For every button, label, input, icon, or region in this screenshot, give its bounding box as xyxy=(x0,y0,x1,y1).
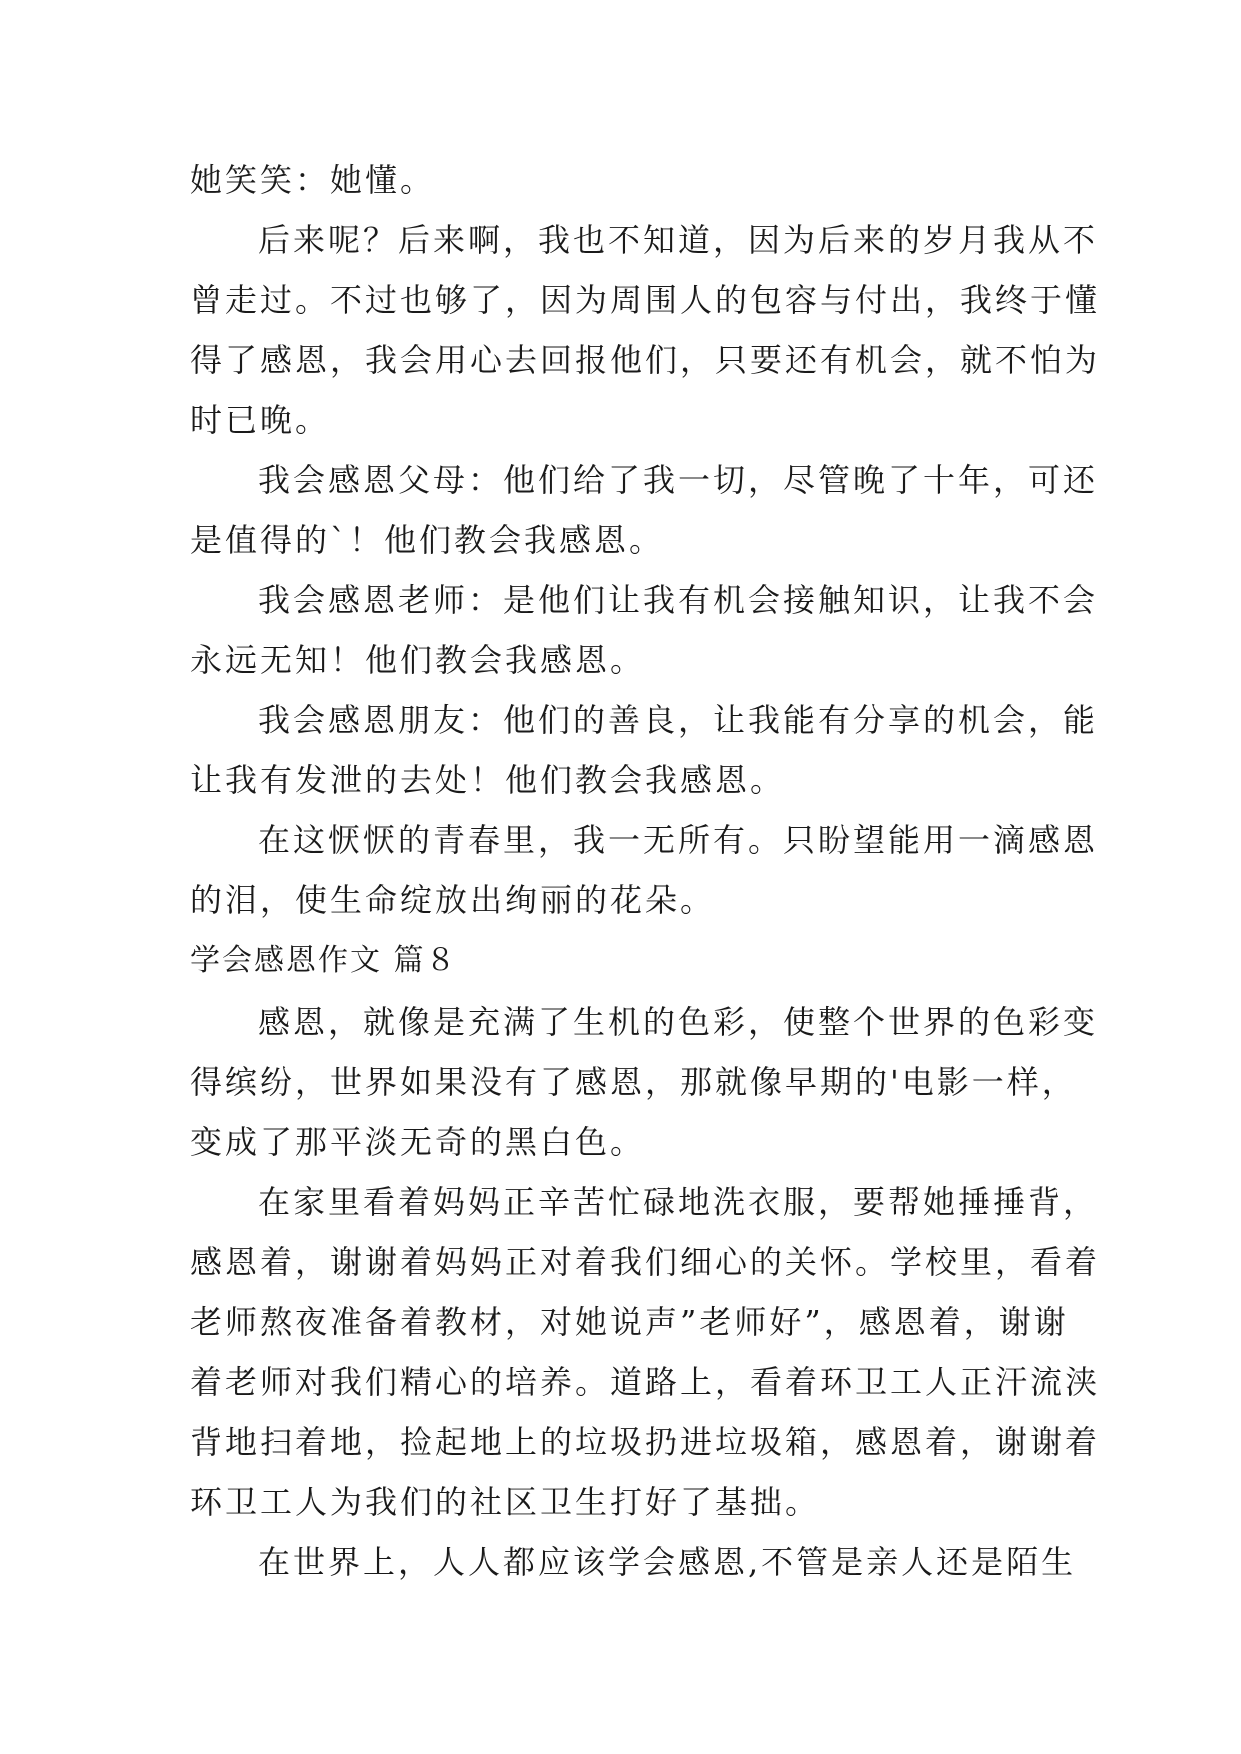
text-line: 环卫工人为我们的社区卫生打好了基拙。 xyxy=(190,1483,821,1521)
text-line: 感恩，就像是充满了生机的色彩，使整个世界的色彩变 xyxy=(258,1003,1099,1041)
text-line: 我会感恩父母：他们给了我一切，尽管晚了十年，可还 xyxy=(258,461,1099,499)
text-line: 在世界上，人人都应该学会感恩,不管是亲人还是陌生 xyxy=(258,1543,1077,1581)
text-line: 永远无知！他们教会我感恩。 xyxy=(190,641,646,679)
text-line: 感恩着，谢谢着妈妈正对着我们细心的关怀。学校里，看着 xyxy=(190,1243,1101,1281)
text-line: 的泪，使生命绽放出绚丽的花朵。 xyxy=(190,881,716,919)
text-line: 后来呢？后来啊，我也不知道，因为后来的岁月我从不 xyxy=(258,221,1099,259)
text-line: 在家里看着妈妈正辛苦忙碌地洗衣服，要帮她捶捶背， xyxy=(258,1183,1099,1221)
text-line: 时已晚。 xyxy=(190,401,331,439)
text-line: 她笑笑：她懂。 xyxy=(190,161,436,199)
section-heading: 学会感恩作文 篇８ xyxy=(190,943,458,978)
text-line: 让我有发泄的去处！他们教会我感恩。 xyxy=(190,761,786,799)
text-line: 是值得的`！他们教会我感恩。 xyxy=(190,521,665,559)
text-line: 着老师对我们精心的培养。道路上，看着环卫工人正汗流浃 xyxy=(190,1363,1101,1401)
text-line: 曾走过。不过也够了，因为周围人的包容与付出，我终于懂 xyxy=(190,281,1101,319)
text-line: 我会感恩朋友：他们的善良，让我能有分享的机会，能 xyxy=(258,701,1099,739)
text-line: 老师熬夜准备着教材，对她说声”老师好”，感恩着，谢谢 xyxy=(190,1303,1069,1341)
text-line: 得缤纷，世界如果没有了感恩，那就像早期的'电影一样， xyxy=(190,1063,1077,1101)
text-line: 变成了那平淡无奇的黑白色。 xyxy=(190,1123,646,1161)
text-line: 得了感恩，我会用心去回报他们，只要还有机会，就不怕为 xyxy=(190,341,1101,379)
text-line: 在这恹恹的青春里，我一无所有。只盼望能用一滴感恩 xyxy=(258,821,1099,859)
document-page xyxy=(190,150,1101,1592)
text-line: 背地扫着地，捡起地上的垃圾扔进垃圾箱，感恩着，谢谢着 xyxy=(190,1423,1101,1461)
text-line: 我会感恩老师：是他们让我有机会接触知识，让我不会 xyxy=(258,581,1099,619)
